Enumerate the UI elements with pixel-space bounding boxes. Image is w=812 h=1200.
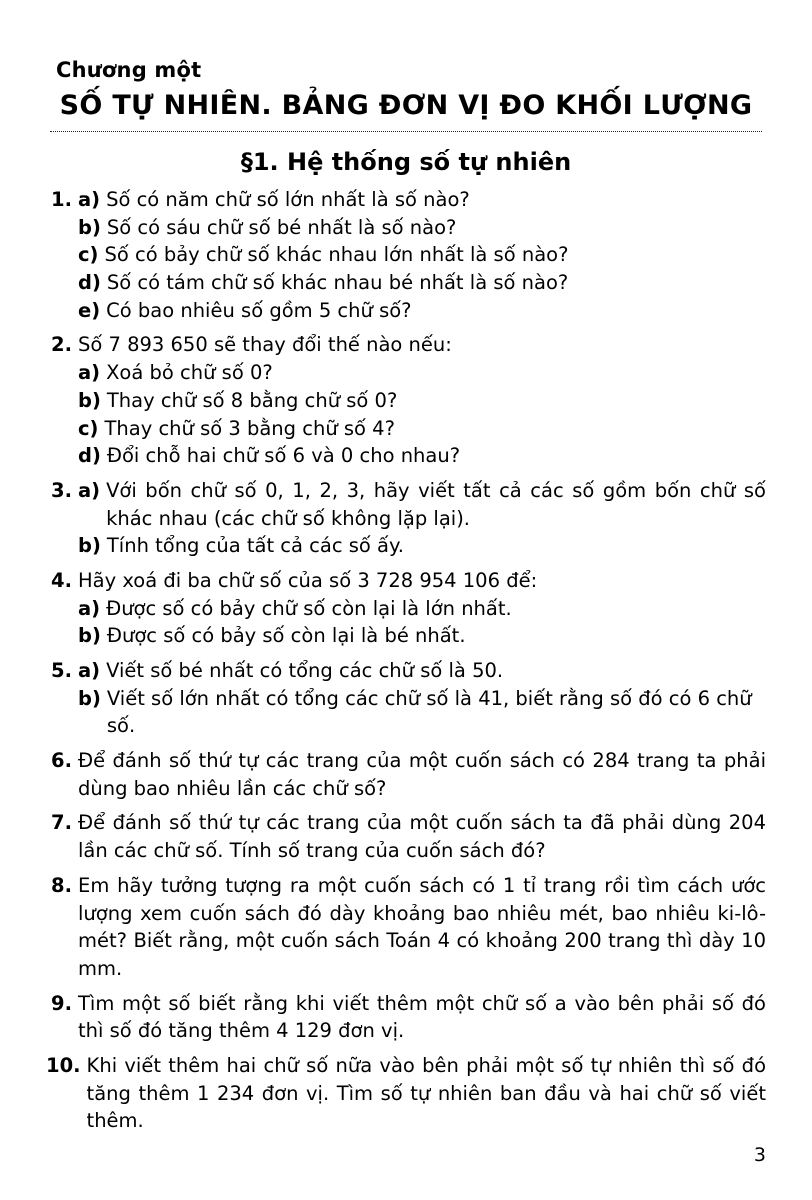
part-label: b) [78,624,101,648]
problem-part [78,214,766,242]
part-label: a) [78,659,101,682]
problem-number: 1. [51,188,72,211]
part-label: c) [78,416,99,440]
part-label: e) [78,298,101,322]
problem-number: 9. [51,991,72,1015]
part-label: a) [78,188,101,211]
problem-part [46,657,766,685]
part-label: b) [78,534,101,558]
part-label: c) [78,243,99,267]
problem-part [78,269,766,297]
part-label: a) [78,361,101,385]
title-divider [50,131,762,132]
part-label: d) [78,444,101,468]
problem-number: 7. [51,811,72,835]
part-label: b) [78,215,101,239]
problem-part [78,297,766,325]
part-text: Viết số lớn nhất có tổng các chữ số là 41, biết rằng số đó có 6 chữ số. [106,686,752,738]
part-text: Số có tám chữ số khác nhau bé nhất là số nào? [106,271,569,295]
section-title: §1. Hệ thống số tự nhiên [240,148,572,176]
page-number: 3 [753,1144,766,1166]
problem-lead [46,872,766,983]
problem-item [46,331,766,469]
part-label: a) [78,478,101,502]
chapter-label: Chương một [56,58,202,82]
problem-lead-text: Số 7 893 650 sẽ thay đổi thế nào nếu: [78,333,452,357]
problem-item [46,186,766,324]
part-text: Xoá bỏ chữ số 0? [106,361,273,385]
chapter-title: SỐ TỰ NHIÊN. BẢNG ĐƠN VỊ ĐO KHỐI LƯỢNG [59,90,753,121]
problem-lead [46,1052,766,1135]
problem-lead [46,331,766,359]
part-text: Tính tổng của tất cả các số ấy. [106,534,404,558]
problem-item [46,477,766,560]
problem-number: 5. [51,659,72,682]
problem-item [46,747,766,802]
problem-part [78,359,766,387]
part-text: Có bao nhiêu số gồm 5 chữ số? [106,298,412,322]
problem-part [78,595,766,623]
problem-part [46,477,766,532]
problem-part [78,442,766,470]
part-text: Với bốn chữ số 0, 1, 2, 3, hãy viết tất cả các số gồm bốn chữ số khác nhau (các chữ số không lặp lại). [106,478,766,530]
problem-item [46,1052,766,1135]
problem-lead-text: Để đánh số thứ tự các trang của một cuốn sách ta đã phải dùng 204 lần các chữ số. Tính số trang của cuốn sách đó? [78,811,766,863]
problem-lead [46,747,766,802]
problem-lead-text: Em hãy tưởng tượng ra một cuốn sách có 1 tỉ trang rồi tìm cách ước lượng xem cuốn sách đó dày khoảng bao nhiêu mét, bao nhiêu ki-lô-mét? Biết rằng, một cuốn sách Toán 4 có khoảng 200 trang thì dày 10 mm. [78,873,766,980]
problem-part [78,685,766,740]
part-text: Thay chữ số 3 bằng chữ số 4? [104,416,395,440]
problem-part [78,241,766,269]
problem-lead-text: Tìm một số biết rằng khi viết thêm một chữ số a vào bên phải số đó thì số đó tăng thêm 4 129 đơn vị. [78,991,766,1043]
problem-number: 6. [51,749,72,773]
problem-number: 8. [51,873,72,897]
problem-number: 10. [46,1053,81,1077]
problem-item [46,657,766,740]
problem-lead-text: Để đánh số thứ tự các trang của một cuốn sách có 284 trang ta phải dùng bao nhiêu lần các chữ số? [78,749,766,800]
part-text: Được số có bảy số còn lại là bé nhất. [106,624,466,648]
part-text: Đổi chỗ hai chữ số 6 và 0 cho nhau? [106,444,461,468]
problem-part [78,622,766,650]
problem-list [46,186,766,1135]
part-text: Viết số bé nhất có tổng các chữ số là 50. [106,659,504,682]
part-label: d) [78,271,101,295]
problem-part [78,532,766,560]
part-text: Số có năm chữ số lớn nhất là số nào? [106,188,470,211]
problem-part [78,387,766,415]
problem-number: 4. [51,568,72,592]
problem-number: 3. [51,478,72,502]
problem-lead-text: Khi viết thêm hai chữ số nữa vào bên phải một số tự nhiên thì số đó tăng thêm 1 234 đơn vị. Tìm số tự nhiên ban đầu và hai chữ số viết thêm. [86,1053,766,1133]
problem-part [46,186,766,214]
part-text: Số có bảy chữ số khác nhau lớn nhất là số nào? [104,243,569,267]
problem-item [46,990,766,1045]
part-text: Được số có bảy chữ số còn lại là lớn nhất. [106,596,512,620]
problem-lead-text: Hãy xoá đi ba chữ số của số 3 728 954 106 để: [78,568,538,592]
problem-item [46,872,766,983]
problem-item [46,567,766,650]
problem-number: 2. [51,333,72,357]
problem-item [46,809,766,864]
part-label: b) [78,388,101,412]
part-text: Số có sáu chữ số bé nhất là số nào? [106,215,457,239]
problem-lead [46,809,766,864]
problem-part [78,415,766,443]
problem-lead [46,990,766,1045]
part-label: b) [78,686,101,710]
problem-lead [46,567,766,595]
part-text: Thay chữ số 8 bằng chữ số 0? [106,388,398,412]
part-label: a) [78,596,101,620]
